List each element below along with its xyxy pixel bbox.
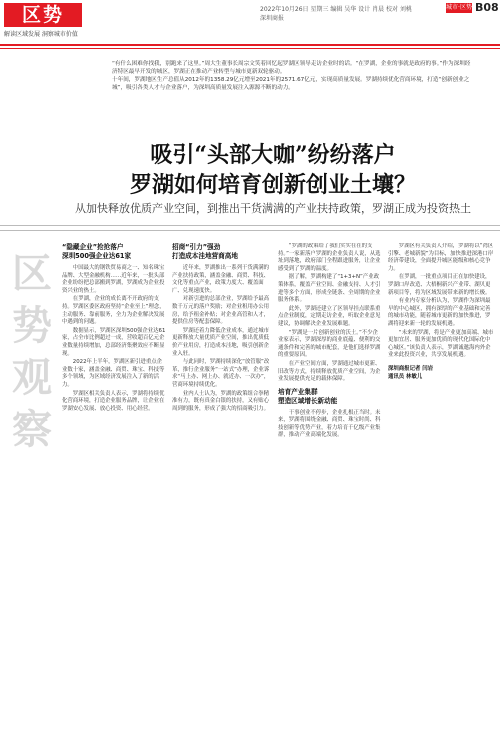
lead-paragraph — [112, 60, 472, 92]
paragraph: 与此同时，罗湖持续深化“放管服”改革，推行企业服务“一站式”办理，企业诉求“马上办、网上办、就近办、一次办”，营商环境持续优化。 — [172, 359, 270, 388]
paragraph: 近年来，罗湖推出一系列干货满满的产业扶持政策，涵盖金融、商贸、科技、文化等重点产业，政策力度大、覆盖面广、兑现速度快。 — [172, 265, 270, 294]
paragraph: 对新引进的总部企业，罗湖给予最高数千万元的落户奖励；对企业租用办公用房，给予租金补贴；对企业高管和人才，提供住房等配套保障。 — [172, 296, 270, 326]
paragraph: 在罗湖，企业的成长离不开政府的支持。罗湖区委区政府坚持“企业至上”理念，主动服务、靠前服务，全力为企业解决发展中遇到的问题。 — [62, 296, 165, 326]
page-header — [0, 0, 500, 44]
paragraph: 罗湖区相关负责人表示，罗湖将持续优化营商环境，打造企业服务品牌，让企业在罗湖安心发展、放心投资、用心经营。 — [62, 390, 165, 412]
paragraph: 罗湖还着力降低企业成本，通过城市更新释放大量优质产业空间，推出优质低价产业用房，打造成本洼地，吸引创新企业入驻。 — [172, 327, 270, 357]
paragraph: 业内人士认为，罗湖的政策组合拳精准有力，既有真金白银的扶持，又有贴心周到的服务，形成了强大的招商吸引力。 — [172, 390, 270, 412]
article-column-1 — [62, 243, 166, 743]
paragraph: 在罗湖，一批重点项目正在加快建设，罗湖口岸改造、大梧桐新兴产业带、湖贝更新项目等，将为区域发展带来新的增长极。 — [388, 274, 491, 296]
paragraph: 2022年上半年，罗湖区新引进重点企业数十家，涵盖金融、商贸、珠宝、科技等多个领域，为区域经济发展注入了新的活力。 — [62, 359, 165, 388]
newspaper-name: 深圳商报 — [260, 15, 285, 22]
headline — [68, 140, 478, 200]
paragraph: 据了解，罗湖构建了“1+3+N”产业政策体系，覆盖产业空间、金融支持、人才引进等多个方面，形成全链条、全周期的企业服务体系。 — [278, 274, 381, 304]
column-subheading: 培育产业集群 塑造区域增长新动能 — [278, 387, 338, 405]
headline-line-1: 吸引“头部大咖”纷纷落户 — [150, 142, 396, 168]
page-number: B08 — [475, 1, 499, 14]
section-divider — [0, 225, 500, 231]
paragraph: 罗湖区有关负责人介绍，罗湖将以“湾区引擎、老城新貌”为目标，加快推进深港口岸经济带建设，全面提升城区能级和核心竞争力。 — [388, 243, 494, 272]
column-heading: 招商“引力”强劲 打造成本洼地营商高地 — [172, 243, 238, 260]
header-thin-divider — [0, 48, 500, 49]
paragraph: “罗湖是一片创新创业的沃土。”不少企业家表示，罗湖深厚的商业底蕴、便利的交通条件和完善的城市配套，是他们选择罗湖的重要原因。 — [278, 329, 381, 359]
paragraph: “罗湖的政策给了我们实实在在的支持。”一家新落户罗湖的企业负责人说，从选址到落地，政府部门全程跟进服务，让企业感受到了罗湖的温度。 — [278, 243, 381, 272]
lead-paragraph-1: “有什么困难你找我，别跑来了这里。”周大生董事长周宗文笑着回忆起罗湖区领导走访企业时的话。“在罗湖，企业的事就是政府的事。”作为深圳经济特区最早开发的城区，罗湖正在推动产业转型与城市更新双轮驱动。 — [112, 61, 471, 75]
headline-line-2: 罗湖如何培育创新创业土壤？ — [129, 172, 416, 198]
column-heading: “隐藏企业”抢抢落户 深圳500强企业达61家 — [62, 243, 132, 260]
paragraph: 有业内专家分析认为，罗湖作为深圳最早的中心城区，拥有深厚的产业基础和完善的城市功能，随着城市更新的加快推进，罗湖将迎来新一轮的发展机遇。 — [388, 298, 491, 327]
section-subtitle: 解读区域发展 洞察城市价值 — [4, 31, 78, 38]
vertical-column-title: 区势观察 — [12, 250, 52, 453]
paragraph: 此外，罗湖还建立了区领导挂点联系重点企业制度，定期走访企业，听取企业意见建议，协调解决企业发展难题。 — [278, 305, 381, 327]
article-column-2 — [172, 243, 272, 743]
subheadline: 从加快释放优质产业空间，到推出干货满满的产业扶持政策，罗湖正成为投资热土 — [75, 202, 471, 215]
section-label: 区势 — [4, 3, 82, 27]
paragraph: “未来的罗湖，将是产业更加高端、城市更加宜居、服务更加优质的现代化国际化中心城区。”该负责人表示，罗湖诚邀海内外企业来此投资兴业，共享发展机遇。 — [388, 329, 494, 359]
article-column-3 — [278, 243, 382, 743]
issue-info: 2022年10月26日 星期三 编辑 吴华 设计 肖晨 校对 刘桃 — [260, 6, 412, 13]
paragraph: 在产业空间方面，罗湖通过城市更新、旧改等方式，持续释放优质产业空间，为企业发展提供充足的载体保障。 — [278, 360, 381, 383]
lead-paragraph-2: 十年间，罗湖地区生产总值从2012年的1358.29亿元增至2021年的2571.67亿元，实现高质量发展。罗湖持续优化营商环境，打造“创新创业之城”，吸引各类人才与企业落户，为深圳高质量发展注入源源不断的动力。 — [112, 77, 470, 91]
page-badge: 城市·区势 — [446, 4, 472, 11]
header-divider — [0, 44, 500, 46]
paragraph: 数据显示，罗湖区深圳500强企业达61家，占全市比例超过一成，营收超百亿元企业数量持续增加，总部经济集聚效应不断显现。 — [62, 327, 166, 357]
paragraph: 中国最大的钢铁贸易商之一、知名珠宝品牌、大型金融机构……近年来，一批头部企业纷纷把总部搬到罗湖，罗湖成为企业投资兴业的热土。 — [62, 265, 165, 294]
paragraph: 干事创业不停步，企业扎根正当时。未来，罗湖将围绕金融、商贸、珠宝时尚、科技创新等优势产业，着力培育千亿级产业集群，推动产业高端化发展。 — [278, 409, 381, 439]
article-column-4 — [388, 243, 494, 743]
byline: 深圳商报记者 闫岩 通讯员 林敏儿 — [388, 365, 434, 380]
